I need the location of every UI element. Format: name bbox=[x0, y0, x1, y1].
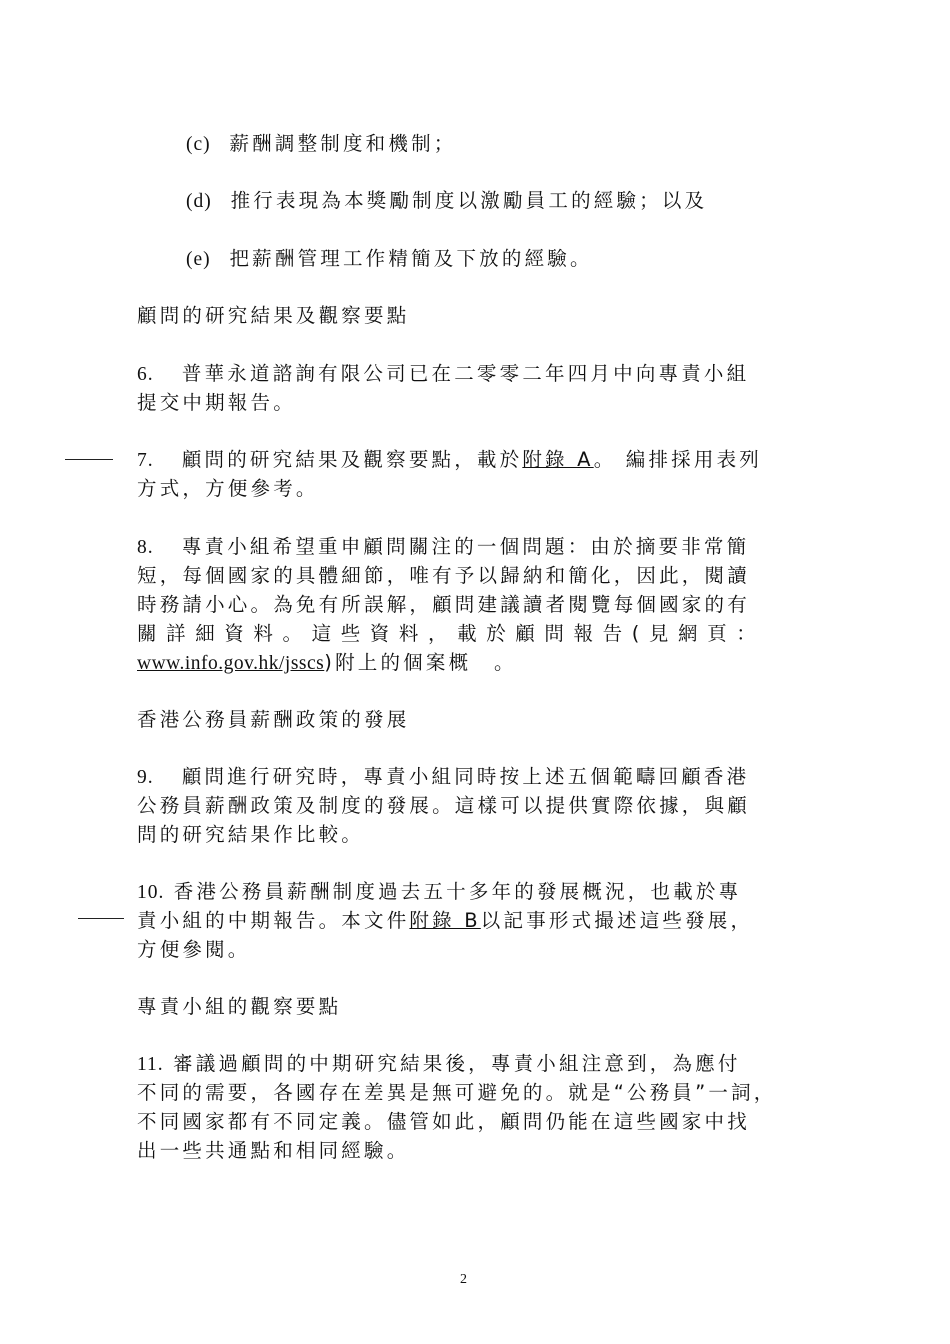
item-label: (c) bbox=[186, 134, 211, 155]
website-link[interactable]: www.info.gov.hk/jsscs bbox=[137, 653, 325, 674]
paragraph-text: 顧問進行研究時，專責小組同時按上述五個範疇回顧香港 bbox=[181, 765, 750, 788]
paragraph-text: 以記事形式撮述這些發展， bbox=[480, 909, 754, 932]
paragraph-11-line: 不同的需要，各國存在差異是無可避免的。就是“公務員”一詞， bbox=[137, 1081, 777, 1104]
paragraph-text: 專責小組希望重申顧問關注的一個問題：由於摘要非常簡 bbox=[181, 535, 750, 558]
paragraph-text: 。 編排採用表列 bbox=[593, 448, 762, 471]
paragraph-number: 9. bbox=[137, 767, 154, 788]
paragraph-9-line: 問的研究結果作比較。 bbox=[137, 823, 365, 846]
paragraph-10-line bbox=[137, 907, 753, 934]
paragraph-number: 11. bbox=[137, 1054, 164, 1075]
paragraph-number: 8. bbox=[137, 537, 154, 558]
paragraph-8-line bbox=[137, 649, 517, 677]
paragraph-number: 10. bbox=[137, 882, 165, 903]
paragraph-8-line: 時務請小心。為免有所誤解，顧問建議讀者閱覽每個國家的有 bbox=[137, 593, 750, 616]
section-heading: 顧問的研究結果及觀察要點 bbox=[137, 304, 410, 327]
list-item-e bbox=[186, 245, 593, 273]
annex-b-link[interactable]: 附錄 B bbox=[409, 909, 481, 932]
paragraph-text: 普華永道諮詢有限公司已在二零零二年四月中向專責小組 bbox=[181, 362, 750, 385]
item-label: (e) bbox=[186, 249, 211, 270]
paragraph-11-line bbox=[137, 1050, 741, 1078]
paragraph-9-line bbox=[137, 763, 749, 791]
item-label: (d) bbox=[186, 191, 212, 212]
margin-marker bbox=[78, 918, 124, 919]
paragraph-10-line: 方便參閱。 bbox=[137, 938, 251, 961]
paragraph-8-line: 關詳細資料。這些資料，載於顧問報告(見網頁： bbox=[137, 622, 766, 645]
paragraph-text: 香港公務員薪酬制度過去五十多年的發展概況，也載於專 bbox=[173, 880, 742, 903]
paragraph-11-line: 出一些共通點和相同經驗。 bbox=[137, 1139, 410, 1162]
section-heading: 專責小組的觀察要點 bbox=[137, 995, 342, 1018]
item-text: 薪酬調整制度和機制； bbox=[229, 132, 457, 155]
paragraph-10-line bbox=[137, 878, 741, 906]
annex-a-link[interactable]: 附錄 A bbox=[522, 448, 594, 471]
list-item-d bbox=[186, 187, 707, 215]
list-item-c bbox=[186, 130, 456, 158]
page-number: 2 bbox=[460, 1272, 467, 1287]
section-heading: 香港公務員薪酬政策的發展 bbox=[137, 708, 410, 731]
paragraph-7-line: 方式，方便參考。 bbox=[137, 477, 319, 500]
paragraph-9-line: 公務員薪酬政策及制度的發展。這樣可以提供實際依據，與顧 bbox=[137, 794, 750, 817]
paragraph-number: 6. bbox=[137, 364, 154, 385]
paragraph-8-line: 短，每個國家的具體細節，唯有予以歸納和簡化，因此，閱讀 bbox=[137, 564, 750, 587]
paragraph-text: 審議過顧問的中期研究結果後，專責小組注意到，為應付 bbox=[173, 1052, 741, 1075]
paragraph-text: 責小組的中期報告。本文件 bbox=[137, 909, 410, 932]
margin-marker bbox=[65, 459, 113, 460]
paragraph-6-line bbox=[137, 360, 749, 388]
paragraph-number: 7. bbox=[137, 450, 154, 471]
paragraph-8-line bbox=[137, 533, 749, 561]
item-text: 把薪酬管理工作精簡及下放的經驗。 bbox=[229, 247, 593, 270]
paragraph-7-line bbox=[137, 446, 762, 474]
paragraph-6-line: 提交中期報告。 bbox=[137, 391, 296, 414]
paragraph-text: )附上的個案概 。 bbox=[324, 651, 517, 674]
paragraph-11-line: 不同國家都有不同定義。儘管如此，顧問仍能在這些國家中找 bbox=[137, 1110, 750, 1133]
paragraph-text: 顧問的研究結果及觀察要點，載於 bbox=[181, 448, 523, 471]
item-text: 推行表現為本獎勵制度以激勵員工的經驗；以及 bbox=[230, 189, 708, 212]
